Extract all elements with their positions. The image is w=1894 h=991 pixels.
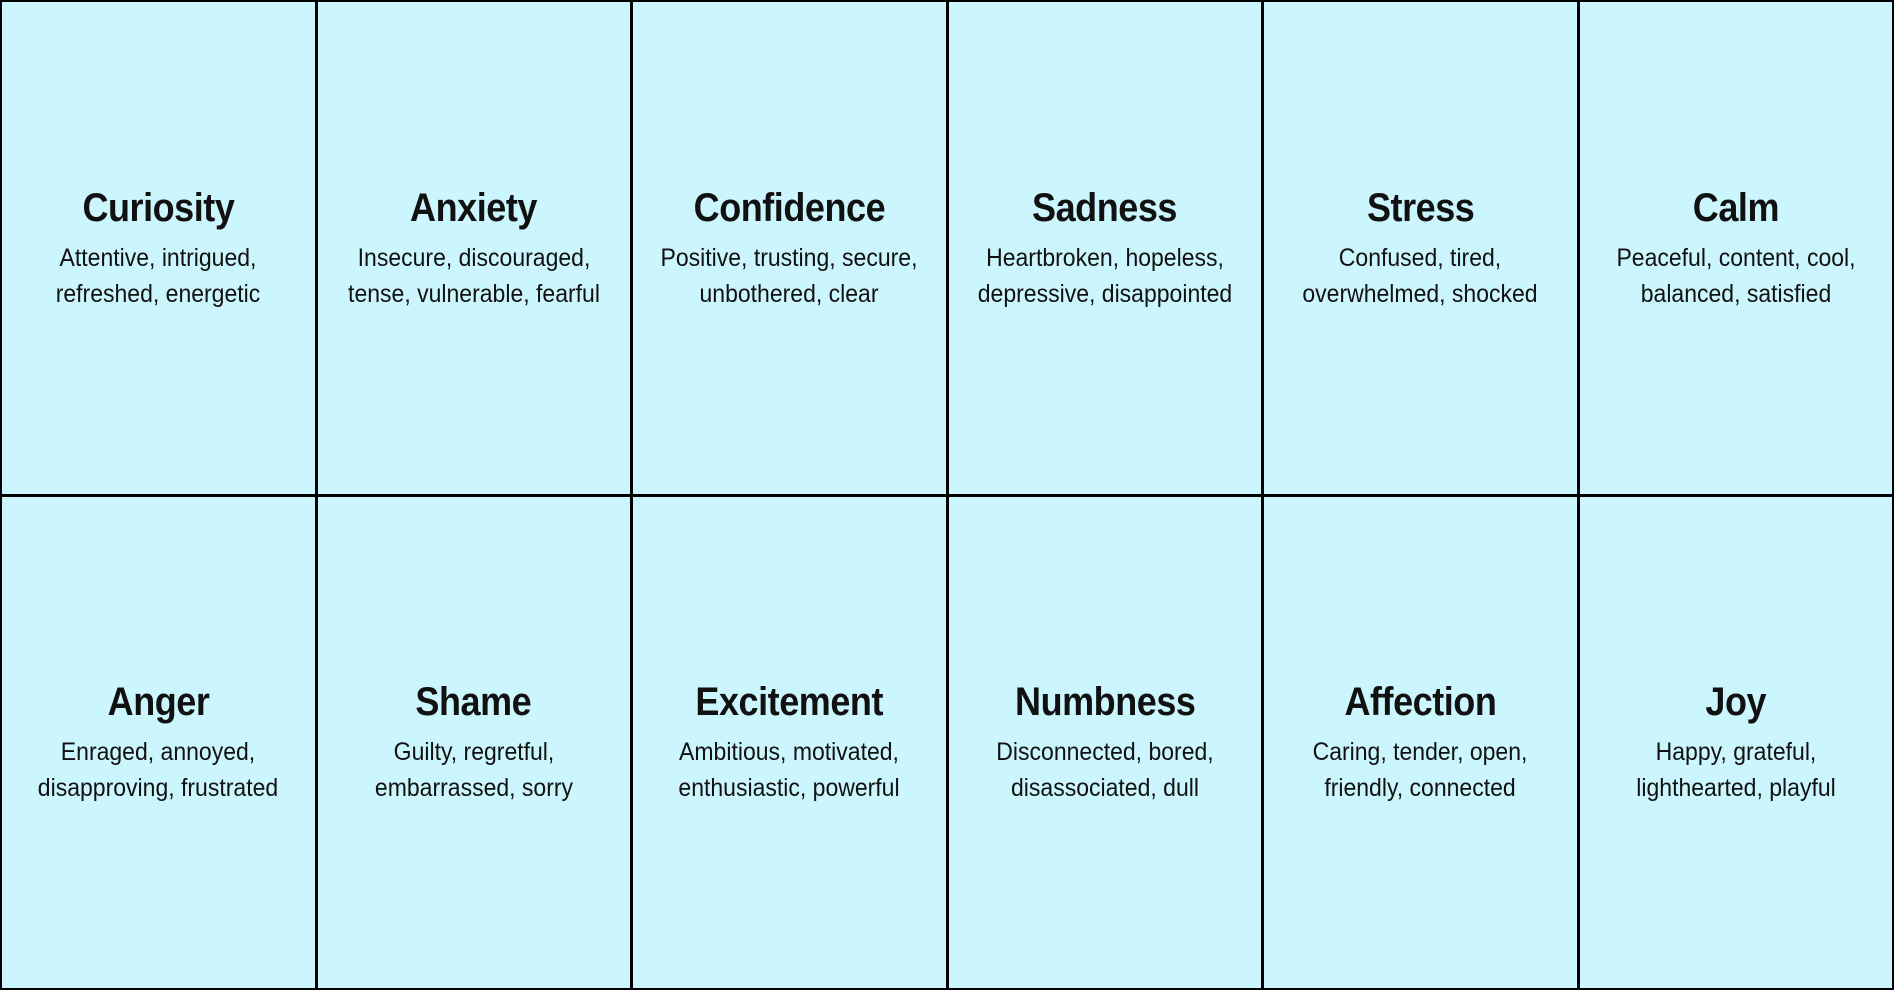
emotion-description: Confused, tired, overwhelmed, shocked (1302, 243, 1538, 308)
emotion-title: Anger (107, 680, 210, 725)
emotion-description: Disconnected, bored, disassociated, dull (996, 738, 1214, 803)
emotion-title: Sadness (1032, 185, 1178, 230)
emotion-card-confidence (633, 2, 946, 494)
emotion-card-anger (2, 497, 315, 989)
emotion-card-stress (1264, 2, 1577, 494)
emotion-card-anxiety (318, 2, 631, 494)
emotion-title: Affection (1344, 680, 1497, 725)
emotion-description: Happy, grateful, lighthearted, playful (1636, 738, 1836, 803)
emotion-title: Confidence (693, 185, 886, 230)
emotion-description: Guilty, regretful, embarrassed, sorry (374, 738, 573, 803)
emotion-title: Stress (1366, 185, 1474, 230)
emotion-card-excitement (633, 497, 946, 989)
emotion-description: Enraged, annoyed, disapproving, frustrated (38, 738, 279, 803)
emotion-title: Calm (1692, 185, 1779, 230)
emotion-title: Curiosity (82, 185, 235, 230)
emotion-title: Excitement (695, 680, 884, 725)
emotion-title: Numbness (1014, 680, 1195, 725)
emotion-card-affection (1264, 497, 1577, 989)
emotion-card-calm (1580, 2, 1893, 494)
emotion-description: Ambitious, motivated, enthusiastic, powerful (678, 738, 900, 803)
emotion-card-sadness (949, 2, 1262, 494)
emotion-title: Joy (1705, 680, 1767, 725)
emotion-card-joy (1580, 497, 1893, 989)
emotion-description: Positive, trusting, secure, unbothered, clear (660, 243, 918, 308)
emotion-description: Insecure, discouraged, tense, vulnerable, fearful (347, 243, 600, 308)
emotion-title: Anxiety (410, 185, 538, 230)
emotion-title: Shame (415, 680, 532, 725)
emotion-description: Caring, tender, open, friendly, connected (1312, 738, 1528, 803)
emotion-description: Peaceful, content, cool, balanced, satisfied (1616, 243, 1856, 308)
emotion-card-curiosity (2, 2, 315, 494)
emotion-description: Heartbroken, hopeless, depressive, disappointed (977, 243, 1232, 308)
emotion-card-numbness (949, 497, 1262, 989)
emotion-description: Attentive, intrigued, refreshed, energetic (55, 243, 261, 308)
emotion-card-shame (318, 497, 631, 989)
